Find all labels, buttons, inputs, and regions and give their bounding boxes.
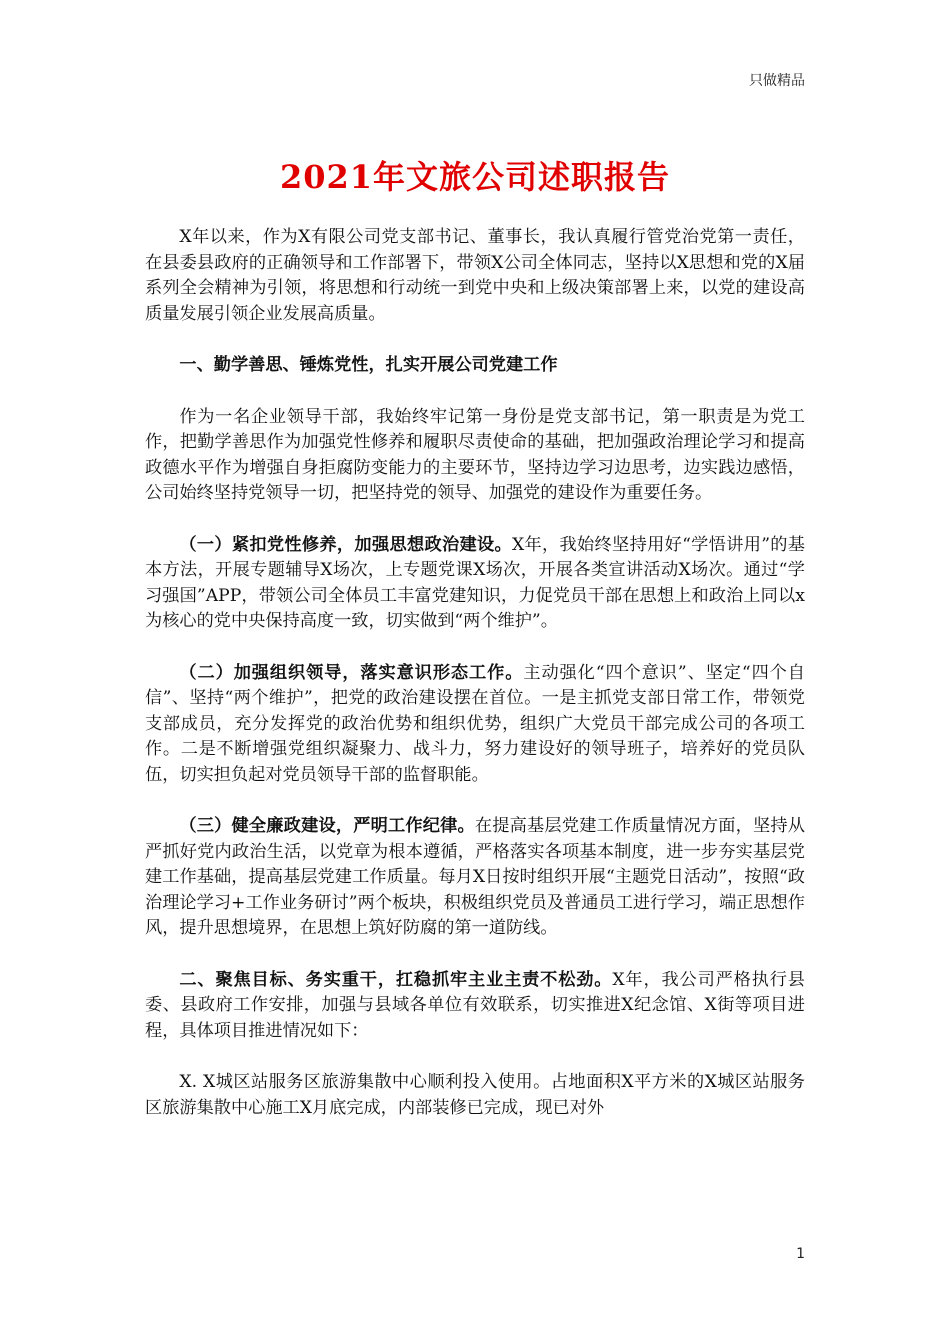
- page-number: 1: [796, 1246, 805, 1262]
- section1-heading: 一、勤学善思、锤炼党性，扎实开展公司党建工作: [179, 355, 558, 375]
- item2-paragraph: [145, 661, 805, 789]
- item1-body: X年，我始终坚持用好“学悟讲用”的基本方法，开展专题辅导X场次，上专题党课X场次，开展各类宣讲活动X场次。通过“学习强国”APP，带领公司全体员工丰富党建知识，力促党员干部在思想上和政治上同以x为核心的党中央保持高度一致，切实做到“两个维护”。: [145, 534, 805, 631]
- section2-paragraph: [145, 968, 805, 1045]
- document-title: 2021年文旅公司述职报告: [279, 158, 671, 196]
- intro-paragraph: X年以来，作为X有限公司党支部书记、董事长，我认真履行管党治党第一责任，在县委县政府的正确领导和工作部署下，带领X公司全体同志，坚持以X思想和党的X届系列全会精神为引领，将思想和行动统一到党中央和上级决策部署上来，以党的建设高质量发展引领企业发展高质量。: [145, 227, 805, 324]
- item2-lead: （二）加强组织领导，落实意识形态工作。: [179, 662, 524, 683]
- section1-paragraph: 作为一名企业领导干部，我始终牢记第一身份是党支部书记，第一职责是为党工作，把勤学善思作为加强党性修养和履职尽责使命的基础，把加强政治理论学习和提高政德水平作为增强自身拒腐防变能力的主要环节，坚持边学习边思考，边实践边感悟，公司始终坚持党领导一切，把坚持党的领导、加强党的建设作为重要任务。: [145, 406, 805, 503]
- header-note: 只做精品: [749, 73, 805, 89]
- item2-body: 主动强化“四个意识”、坚定“四个自信”、坚持“两个维护”，把党的政治建设摆在首位。一是主抓党支部日常工作，带领党支部成员，充分发挥党的政治优势和组织优势，组织广大党员干部完成公司的各项工作。二是不断增强党组织凝聚力、战斗力，努力建设好的领导班子，培养好的党员队伍，切实担负起对党员领导干部的监督职能。: [145, 662, 805, 785]
- document-body: [145, 225, 805, 1147]
- item3-body: 在提高基层党建工作质量情况方面，坚持从严抓好党内政治生活，以党章为根本遵循，严格落实各项基本制度，进一步夯实基层党建工作基础，提高基层党建工作质量。每月X日按时组织开展“主题党日活动”，按照“政治理论学习+工作业务研讨”两个板块，积极组织党员及普通员工进行学习，端正思想作风，提升思想境界，在思想上筑好防腐的第一道防线。: [145, 816, 805, 938]
- item3-lead: （三）健全廉政建设，严明工作纪律。: [179, 816, 475, 836]
- section2-lead: 二、聚焦目标、务实重干，扛稳抓牢主业主责不松劲。: [179, 969, 613, 990]
- item-x-paragraph: X. X城区站服务区旅游集散中心顺利投入使用。占地面积X平方米的X城区站服务区旅游集散中心施工X月底完成，内部装修已完成，现已对外: [145, 1072, 805, 1118]
- item1-lead: （一）紧扣党性修养，加强思想政治建设。: [179, 534, 512, 555]
- item1-paragraph: [145, 533, 805, 635]
- section2-body: X年，我公司严格执行县委、县政府工作安排，加强与县域各单位有效联系，切实推进X纪念馆、X街等项目进程，具体项目推进情况如下：: [145, 969, 805, 1041]
- item3-paragraph: [145, 814, 805, 942]
